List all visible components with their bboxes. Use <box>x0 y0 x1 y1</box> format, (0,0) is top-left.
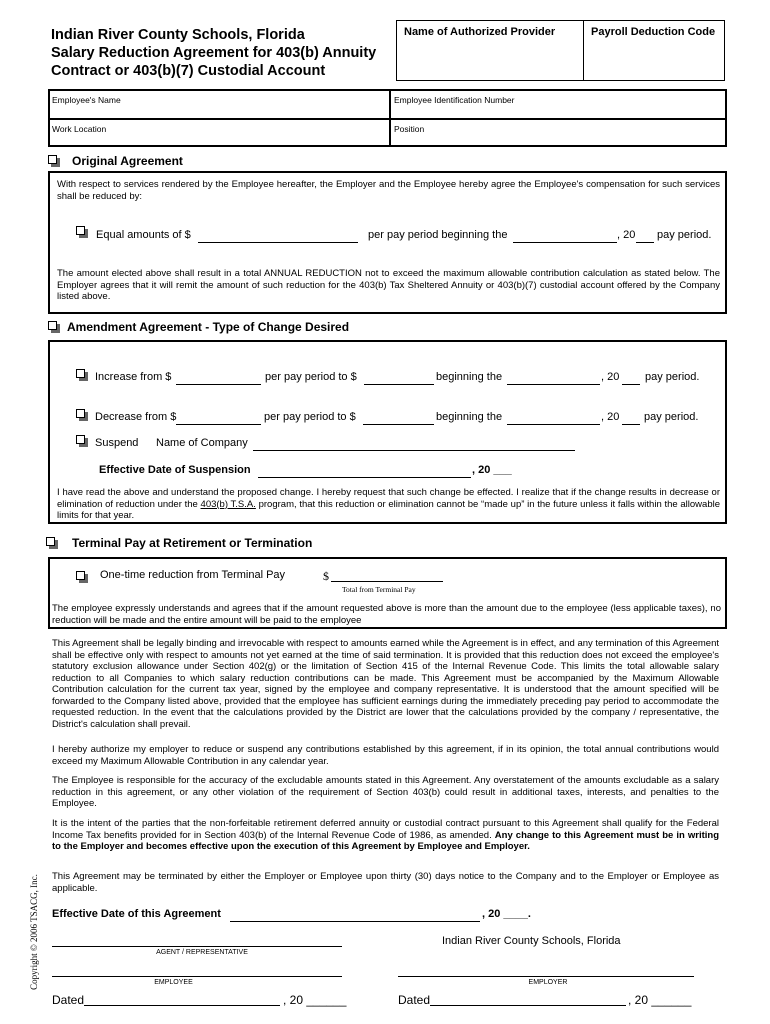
work-location-field[interactable]: Work Location <box>52 124 107 134</box>
employee-name-field[interactable]: Employee's Name <box>52 95 121 105</box>
effective-year-label: , 20 ____. <box>482 908 531 920</box>
employee-caption: EMPLOYEE <box>154 979 193 986</box>
employer-signature-line[interactable] <box>398 976 694 977</box>
authorize-paragraph: I hereby authorize my employer to reduce or suspend any contributions established by this agreement, if in its opinion, the total annual contributions would exceed my Maximum Allowable Contribution in any calendar year. <box>52 744 719 767</box>
amendment-note-link: 403(b) T.S.A. <box>200 498 256 510</box>
one-time-label: One-time reduction from Terminal Pay <box>100 569 286 581</box>
intent-text: It is the intent of the parties that the non-forfeitable retirement deferred annuity or custodial contract pursuant to this Agreement shall qualify for the Federal Income Tax benefits provided for in Section 403(b) of the Internal Revenue Code of 1986, as amended. <box>52 818 719 841</box>
terminal-amount-input[interactable] <box>331 581 443 582</box>
amendment-note-part1: I have read the above and understand the proposed change. I hereby request that such change be effected. I realize that if the change results in decrease or elimination of reduction under the <box>57 487 720 510</box>
amendment-heading: Amendment Agreement - Type of Change Desired <box>67 320 350 334</box>
decrease-pay-period-label: pay period. <box>644 411 699 423</box>
termination-paragraph: This Agreement may be terminated by either the Employer or Employee upon thirty (30) days notice to the Company and to the Employer or Employee as applicable. <box>52 871 719 894</box>
decrease-year-input[interactable] <box>622 424 640 425</box>
amendment-box <box>48 340 727 524</box>
decrease-to-label: per pay period to $ <box>264 411 356 423</box>
employer-caption: EMPLOYER <box>528 979 568 986</box>
effective-date-label: Effective Date of this Agreement <box>52 908 221 920</box>
increase-year-input[interactable] <box>622 384 640 385</box>
title-line-3: Contract or 403(b)(7) Custodial Account <box>51 63 326 79</box>
suspension-date-input[interactable] <box>258 477 471 478</box>
increase-twenty-label: , 20 <box>601 371 620 383</box>
increase-from-input[interactable] <box>176 384 261 385</box>
decrease-twenty-label: , 20 <box>601 411 620 423</box>
one-time-checkbox[interactable] <box>76 571 88 582</box>
amendment-checkbox[interactable] <box>48 321 60 332</box>
equal-amounts-input[interactable] <box>198 242 358 243</box>
binding-paragraph: This Agreement shall be legally binding and irrevocable with respect to amounts earned while the Agreement is in effect, and any termination of this Agreement shall be effective only with respect to amounts not yet earned at the time of said termination. It is provided that this reduction does not exceed the employee's statutory exclusion allowance under Section 402(g) or the limitation of Section 415 of the Internal Revenue Code. This limits the total allowable salary reduction to all Companies to which salary reduction contributions can be made. This Agreement must be accompanied by the Maximum Allowable Contribution calculation for the current tax year, signed by the employee and company representative. It is understood that the amount specified will be forwarded to the Company listed above, provided that the employee has sufficient earnings during the immediately preceding pay period to accommodate the requested reduction. In the event that the calculations provided by the District are lower that the calculations provided by the company / representative, the District's calculation shall prevail. <box>52 638 719 730</box>
effective-date-input[interactable] <box>230 921 480 922</box>
decrease-from-input[interactable] <box>176 424 261 425</box>
original-note: The amount elected above shall result in a total ANNUAL REDUCTION not to exceed the maximum allowable contribution calculation as stated below. The Employer agrees that it will remit the amount of such reduction for the 403(b) Tax Sheltered Annuity or 403(b)(7) custodial account offered by the Company listed above. <box>57 268 720 302</box>
dollar-label: $ <box>323 569 329 583</box>
district-name: Indian River County Schools, Florida <box>442 935 621 947</box>
title-line-1: Indian River County Schools, Florida <box>51 27 305 43</box>
provider-box[interactable] <box>396 20 584 81</box>
total-caption: Total from Terminal Pay <box>342 585 416 594</box>
decrease-date-input[interactable] <box>507 424 600 425</box>
twenty-label: , 20 <box>617 229 636 241</box>
original-intro: With respect to services rendered by the Employee hereafter, the Employer and the Employee hereby agree the Employee's compensation for such services shall be reduced by: <box>57 179 720 202</box>
responsibility-paragraph: The Employee is responsible for the accuracy of the excludable amounts stated in this Agreement. Any overstatement of the amounts excludable as a salary reduction in this agreement, or any other violation of the requirement of Section 403(b) could result in additional taxes, interests, and penalties to the Employee. <box>52 775 719 809</box>
copyright-notice: Copyright © 2006 TSACG, Inc. <box>29 874 39 990</box>
employee-id-field[interactable]: Employee Identification Number <box>394 95 515 105</box>
employee-dated-label: Dated <box>52 993 85 1007</box>
increase-from-label: Increase from $ <box>95 371 172 383</box>
suspension-year-label: , 20 ___ <box>472 464 512 476</box>
original-agreement-checkbox[interactable] <box>48 155 60 166</box>
equal-amounts-checkbox[interactable] <box>76 226 88 237</box>
terminal-pay-box <box>48 557 727 629</box>
decrease-beginning-label: beginning the <box>436 411 503 423</box>
equal-amounts-label: Equal amounts of $ <box>96 229 191 241</box>
payroll-label: Payroll Deduction Code <box>591 26 716 38</box>
form-title <box>51 26 396 80</box>
employer-dated-label: Dated <box>398 993 431 1007</box>
original-agreement-box <box>48 171 727 314</box>
agent-caption: AGENT / REPRESENTATIVE <box>156 949 248 956</box>
effective-suspension-label: Effective Date of Suspension <box>99 464 251 476</box>
terminal-pay-checkbox[interactable] <box>46 537 58 548</box>
intent-paragraph <box>52 818 719 853</box>
suspend-label: Suspend <box>95 437 139 449</box>
agent-signature-line[interactable] <box>52 946 342 947</box>
employer-dated-year: , 20 ______ <box>628 993 692 1007</box>
employee-dated-year: , 20 ______ <box>283 993 347 1007</box>
employee-dated-input[interactable] <box>84 1005 280 1006</box>
amendment-note-part2: program, that this reduction or elimination cannot be “made up” in the future unless it falls within the allowable limits for that year. <box>57 498 720 521</box>
increase-beginning-label: beginning the <box>436 371 503 383</box>
decrease-to-input[interactable] <box>363 424 434 425</box>
payroll-code-box[interactable] <box>583 20 725 81</box>
name-of-company-label: Name of Company <box>156 437 248 449</box>
amendment-note <box>57 487 720 522</box>
increase-date-input[interactable] <box>507 384 600 385</box>
employer-dated-input[interactable] <box>430 1005 626 1006</box>
decrease-from-label: Decrease from $ <box>95 411 177 423</box>
increase-to-input[interactable] <box>364 384 434 385</box>
year-input[interactable] <box>636 242 654 243</box>
position-field[interactable]: Position <box>394 124 425 134</box>
employee-signature-line[interactable] <box>52 976 342 977</box>
intent-bold-text: Any change to this Agreement must be in writing to the Employer and becomes effective upon the execution of this Agreement by Employee and Employer. <box>52 829 720 852</box>
increase-checkbox[interactable] <box>76 369 88 380</box>
provider-label: Name of Authorized Provider <box>404 26 556 38</box>
terminal-note: The employee expressly understands and agrees that if the amount requested above is more than the amount due to the employee (less applicable taxes), no reduction will be made and the entire amount will be paid to the employee <box>52 603 721 626</box>
per-pay-period-label: per pay period beginning the <box>368 229 508 241</box>
increase-pay-period-label: pay period. <box>645 371 700 383</box>
original-agreement-heading: Original Agreement <box>72 154 183 168</box>
pay-period-label: pay period. <box>657 229 712 241</box>
company-name-input[interactable] <box>253 450 575 451</box>
decrease-checkbox[interactable] <box>76 409 88 420</box>
employee-info-grid <box>48 89 727 147</box>
suspend-checkbox[interactable] <box>76 435 88 446</box>
increase-to-label: per pay period to $ <box>265 371 357 383</box>
title-line-2: Salary Reduction Agreement for 403(b) Annuity <box>51 45 377 61</box>
beginning-date-input[interactable] <box>513 242 617 243</box>
terminal-pay-heading: Terminal Pay at Retirement or Termination <box>72 536 313 550</box>
